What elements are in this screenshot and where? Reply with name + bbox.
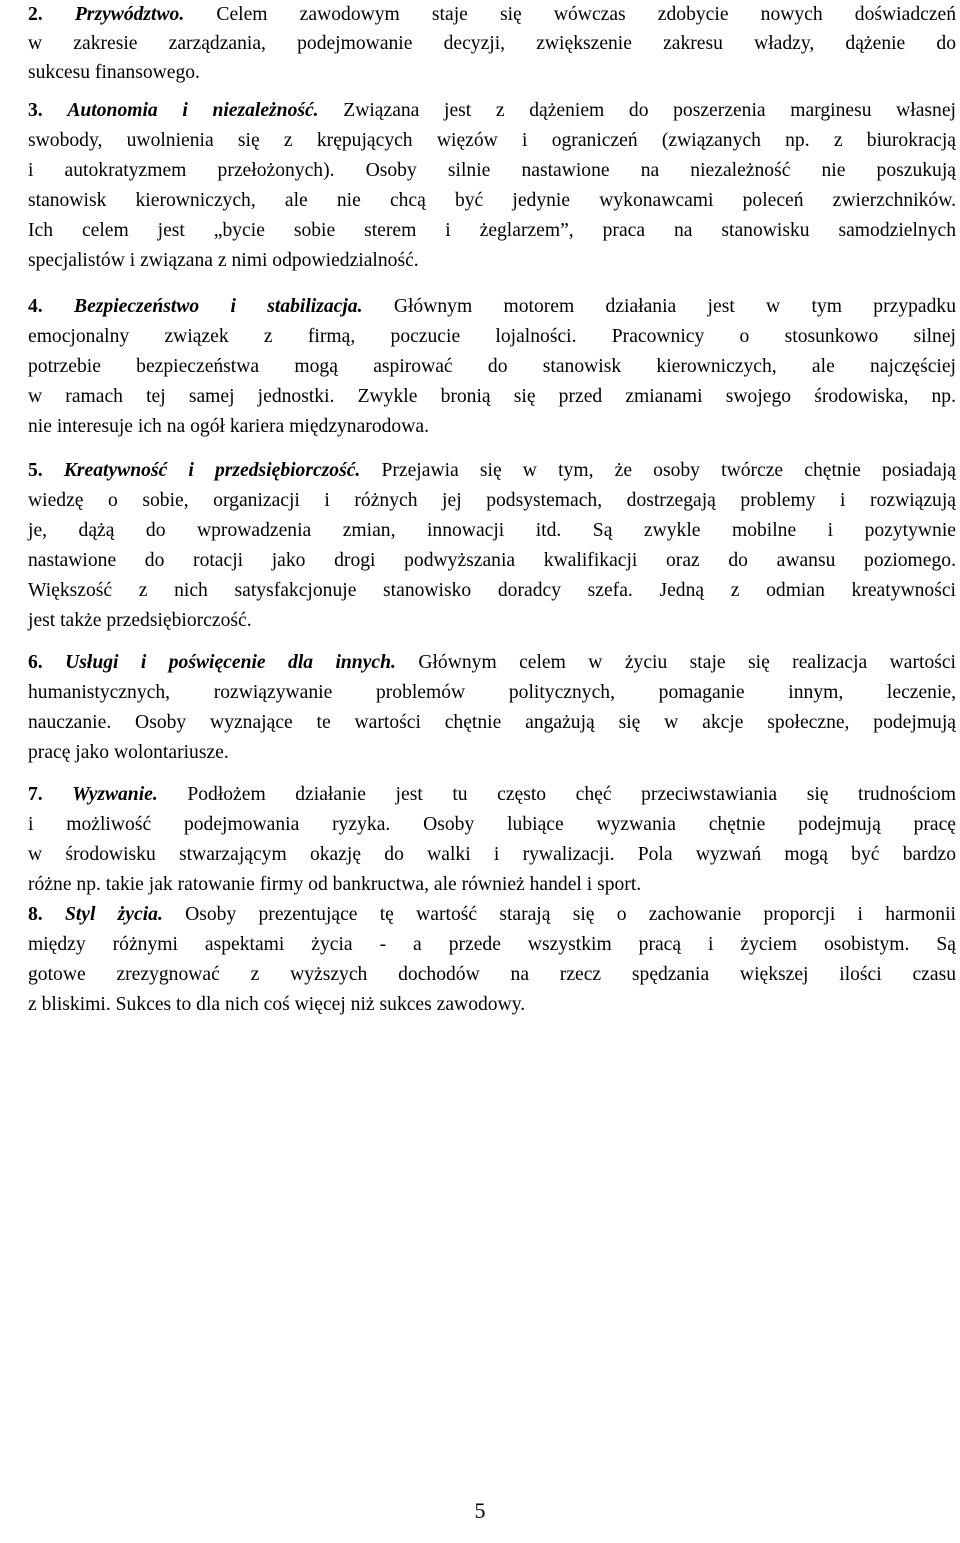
item-text: nauczanie. Osoby wyznające te wartości chętnie angażują się w akcje społeczne, podejmują [28, 712, 956, 733]
item-text: Większość z nich satysfakcjonuje stanowisko doradcy szefa. Jedną z odmian kreatywności [28, 580, 956, 601]
item-text: z bliskimi. Sukces to dla nich coś więcej niż sukces zawodowy. [28, 994, 526, 1015]
item-text: Głównym motorem działania jest w tym przypadku [393, 296, 956, 317]
item-text: Celem zawodowym staje się wówczas zdobycie nowych doświadczeń [216, 4, 956, 25]
item-text: humanistycznych, rozwiązywanie problemów politycznych, pomaganie innym, leczenie, [28, 682, 956, 703]
item-heading: Bezpieczeństwo i stabilizacja. [74, 296, 363, 317]
item-text: potrzebie bezpieczeństwa mogą aspirować do stanowisk kierowniczych, ale najczęściej [28, 356, 956, 377]
text-line [28, 780, 956, 810]
item-text: między różnymi aspektami życia - a przede wszystkim pracą i życiem osobistym. Są [28, 934, 956, 955]
text-line [28, 352, 956, 382]
item-text: jest także przedsiębiorczość. [28, 610, 252, 631]
item-text: Ich celem jest „bycie sobie sterem i żeglarzem”, praca na stanowisku samodzielnych [28, 220, 956, 241]
item-text: emocjonalny związek z firmą, poczucie lojalności. Pracownicy o stosunkowo silnej [28, 326, 956, 347]
text-line [28, 546, 956, 576]
item-text: i autokratyzmem przełożonych). Osoby silnie nastawione na niezależność nie poszukują [28, 160, 956, 181]
item-text: Związana jest z dążeniem do poszerzenia marginesu własnej [343, 100, 956, 121]
item-text: w środowisku stwarzającym okazję do walki i rywalizacji. Pola wyzwań mogą być bardzo [28, 844, 956, 865]
item-heading: Kreatywność i przedsiębiorczość. [63, 460, 361, 481]
item-heading: Usługi i poświęcenie dla innych. [65, 652, 396, 673]
text-line [28, 292, 956, 322]
item-text: Przejawia się w tym, że osoby twórcze chętnie posiadają [381, 460, 956, 481]
text-line [28, 126, 956, 156]
text-line [28, 738, 956, 768]
item-heading: Autonomia i niezależność. [67, 100, 319, 121]
text-line [28, 186, 956, 216]
text-line [28, 58, 956, 88]
text-line [28, 900, 956, 930]
text-line [28, 322, 956, 352]
text-line [28, 456, 956, 486]
item-number: 8. [28, 904, 43, 925]
item-text: różne np. takie jak ratowanie firmy od bankructwa, ale również handel i sport. [28, 874, 642, 895]
item-text: specjalistów i związana z nimi odpowiedzialność. [28, 250, 419, 271]
text-line [28, 930, 956, 960]
text-line [28, 990, 956, 1020]
item-text: w zakresie zarządzania, podejmowanie decyzji, zwiększenie zakresu władzy, dążenie do [28, 33, 956, 54]
item-number: 5. [28, 460, 43, 481]
text-line [28, 678, 956, 708]
text-line [28, 840, 956, 870]
text-line [28, 156, 956, 186]
item-text: wiedzę o sobie, organizacji i różnych jej podsystemach, dostrzegają problemy i rozwiązują [28, 490, 956, 511]
text-line [28, 810, 956, 840]
page-number: 5 [474, 1498, 486, 1523]
text-line [28, 870, 956, 900]
item-text: je, dążą do wprowadzenia zmian, innowacji itd. Są zwykle mobilne i pozytywnie [28, 520, 956, 541]
item-text: sukcesu finansowego. [28, 62, 200, 83]
item-text: Osoby prezentujące tę wartość starają się o zachowanie proporcji i harmonii [185, 904, 956, 925]
item-text: nastawione do rotacji jako drogi podwyższania kwalifikacji oraz do awansu poziomego. [28, 550, 956, 571]
text-line [28, 29, 956, 59]
text-line [28, 648, 956, 678]
item-text: gotowe zrezygnować z wyższych dochodów na rzecz spędzania większej ilości czasu [28, 964, 956, 985]
item-text: Podłożem działanie jest tu często chęć przeciwstawiania się trudnościom [187, 784, 956, 805]
item-text: pracę jako wolontariusze. [28, 742, 229, 763]
text-line [28, 96, 956, 126]
item-text: w ramach tej samej jednostki. Zwykle bronią się przed zmianami swojego środowiska, np. [28, 386, 956, 407]
text-line [28, 382, 956, 412]
text-line [28, 246, 956, 276]
item-number: 2. [28, 4, 43, 25]
text-line [28, 412, 956, 442]
text-line [28, 708, 956, 738]
item-number: 6. [28, 652, 43, 673]
text-line [28, 216, 956, 246]
text-line [28, 606, 956, 636]
item-heading: Wyzwanie. [72, 784, 158, 805]
text-line [28, 0, 956, 30]
item-text: Głównym celem w życiu staje się realizacja wartości [418, 652, 957, 673]
text-line [28, 486, 956, 516]
item-heading: Styl życia. [64, 904, 163, 925]
item-text: nie interesuje ich na ogół kariera międzynarodowa. [28, 416, 429, 437]
item-text: i możliwość podejmowania ryzyka. Osoby lubiące wyzwania chętnie podejmują pracę [28, 814, 956, 835]
item-number: 3. [28, 100, 43, 121]
text-line [28, 960, 956, 990]
text-line [28, 516, 956, 546]
item-number: 7. [28, 784, 43, 805]
item-text: stanowisk kierowniczych, ale nie chcą być jedynie wykonawcami poleceń zwierzchników. [28, 190, 956, 211]
text-line [28, 576, 956, 606]
item-text: swobody, uwolnienia się z krępujących więzów i ograniczeń (związanych np. z biurokracją [28, 130, 956, 151]
item-number: 4. [28, 296, 43, 317]
item-heading: Przywództwo. [74, 4, 185, 25]
